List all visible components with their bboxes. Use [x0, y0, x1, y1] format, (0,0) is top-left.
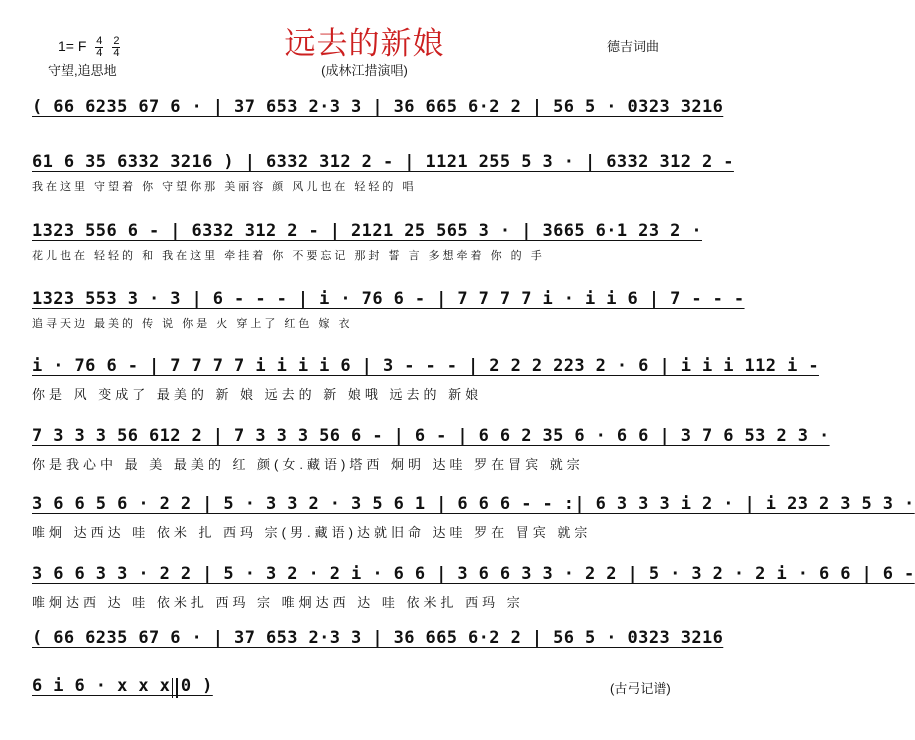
- score-row-2: [0, 152, 734, 216]
- notation-line: ( 66 6235 67 6 · | 37 653 2·3 3 | 36 665 6·2 2 | 56 5 · 0323 3216: [32, 97, 724, 117]
- score-row-4: [0, 289, 745, 353]
- lyric-line: 唯炯 达西达 哇 依米 扎 西玛 宗(男.藏语)达就旧命 达哇 罗在 冒宾 就宗: [32, 525, 592, 540]
- notation-line: 3 6 6 5 6 · 2 2 | 5 · 3 3 2 · 3 5 6 1 | 6 6 6 - - :| 6 3 3 3 i 2 · | i 23 2 3 5 3 ·: [32, 494, 915, 514]
- score-row-6: [0, 426, 830, 490]
- lyric-line: 唯炯达西 达 哇 依米扎 西玛 宗 唯炯达西 达 哇 依米扎 西玛 宗: [32, 595, 524, 610]
- notation-line: 3 6 6 3 3 · 2 2 | 5 · 3 2 · 2 i · 6 6 | 3 6 6 3 3 · 2 2 | 5 · 3 2 · 2 i · 6 6 | 6 -: [32, 564, 915, 584]
- notation-line: 61 6 35 6332 3216 ) | 6332 312 2 - | 1121 255 5 3 · | 6332 312 2 -: [32, 152, 734, 172]
- composer-credit: 德吉词曲: [607, 39, 660, 54]
- time-signature-1-bottom: 4: [96, 47, 103, 59]
- lyric-line: 花儿也在 轻轻的 和 我在这里 牵挂着 你 不要忘记 那封 誓 言 多想牵着 你 的 手: [32, 250, 545, 262]
- lyric-line: 追寻天边 最美的 传 说 你是 火 穿上了 红色 嫁 衣: [32, 318, 353, 330]
- time-signature-2-top: 2: [113, 35, 120, 47]
- tempo-marking: 守望,追思地: [48, 63, 117, 78]
- song-title: 远去的新娘: [284, 26, 445, 62]
- performer-subtitle: (成林江措演唱): [321, 63, 408, 78]
- score-row-10: [0, 676, 300, 740]
- notation-line: 1323 553 3 · 3 | 6 - - - | i · 76 6 - | 7 7 7 7 i · i i 6 | 7 - - -: [32, 289, 745, 309]
- score-row-3: [0, 221, 729, 285]
- notation-line: 1323 556 6 - | 6332 312 2 - | 2121 25 565 3 · | 3665 6·1 23 2 ·: [32, 221, 702, 241]
- transcriber-credit: (古弓记谱): [610, 681, 671, 696]
- lyric-line: 你是 风 变成了 最美的 新 娘 远去的 新 娘哦 远去的 新娘: [32, 387, 483, 402]
- key-label: 1= F: [58, 38, 87, 55]
- time-signature-2-bottom: 4: [113, 47, 120, 59]
- notation-line: i · 76 6 - | 7 7 7 7 i i i i 6 | 3 - - - | 2 2 2 223 2 · 6 | i i i 112 i -: [32, 356, 819, 376]
- key-signature: [58, 36, 120, 59]
- lyric-line: 我在这里 守望着 你 守望你那 美丽容 颜 风儿也在 轻轻的 唱: [32, 181, 417, 193]
- final-barline: [172, 678, 178, 698]
- score-row-5: [0, 356, 819, 420]
- time-signature-2: [112, 36, 120, 59]
- time-signature-1: [95, 36, 103, 59]
- time-signature-1-top: 4: [96, 35, 103, 47]
- notation-line: 6 i 6 · x x x 0 ): [32, 676, 213, 696]
- score-row-8: [0, 564, 915, 628]
- notation-line: 7 3 3 3 56 612 2 | 7 3 3 3 56 6 - | 6 - | 6 6 2 35 6 · 6 6 | 3 7 6 53 2 3 ·: [32, 426, 830, 446]
- lyric-line: 你是我心中 最 美 最美的 红 颜(女.藏语)塔西 炯明 达哇 罗在冒宾 就宗: [32, 457, 584, 472]
- notation-line: ( 66 6235 67 6 · | 37 653 2·3 3 | 36 665 6·2 2 | 56 5 · 0323 3216: [32, 628, 724, 648]
- score-row-7: [0, 494, 915, 558]
